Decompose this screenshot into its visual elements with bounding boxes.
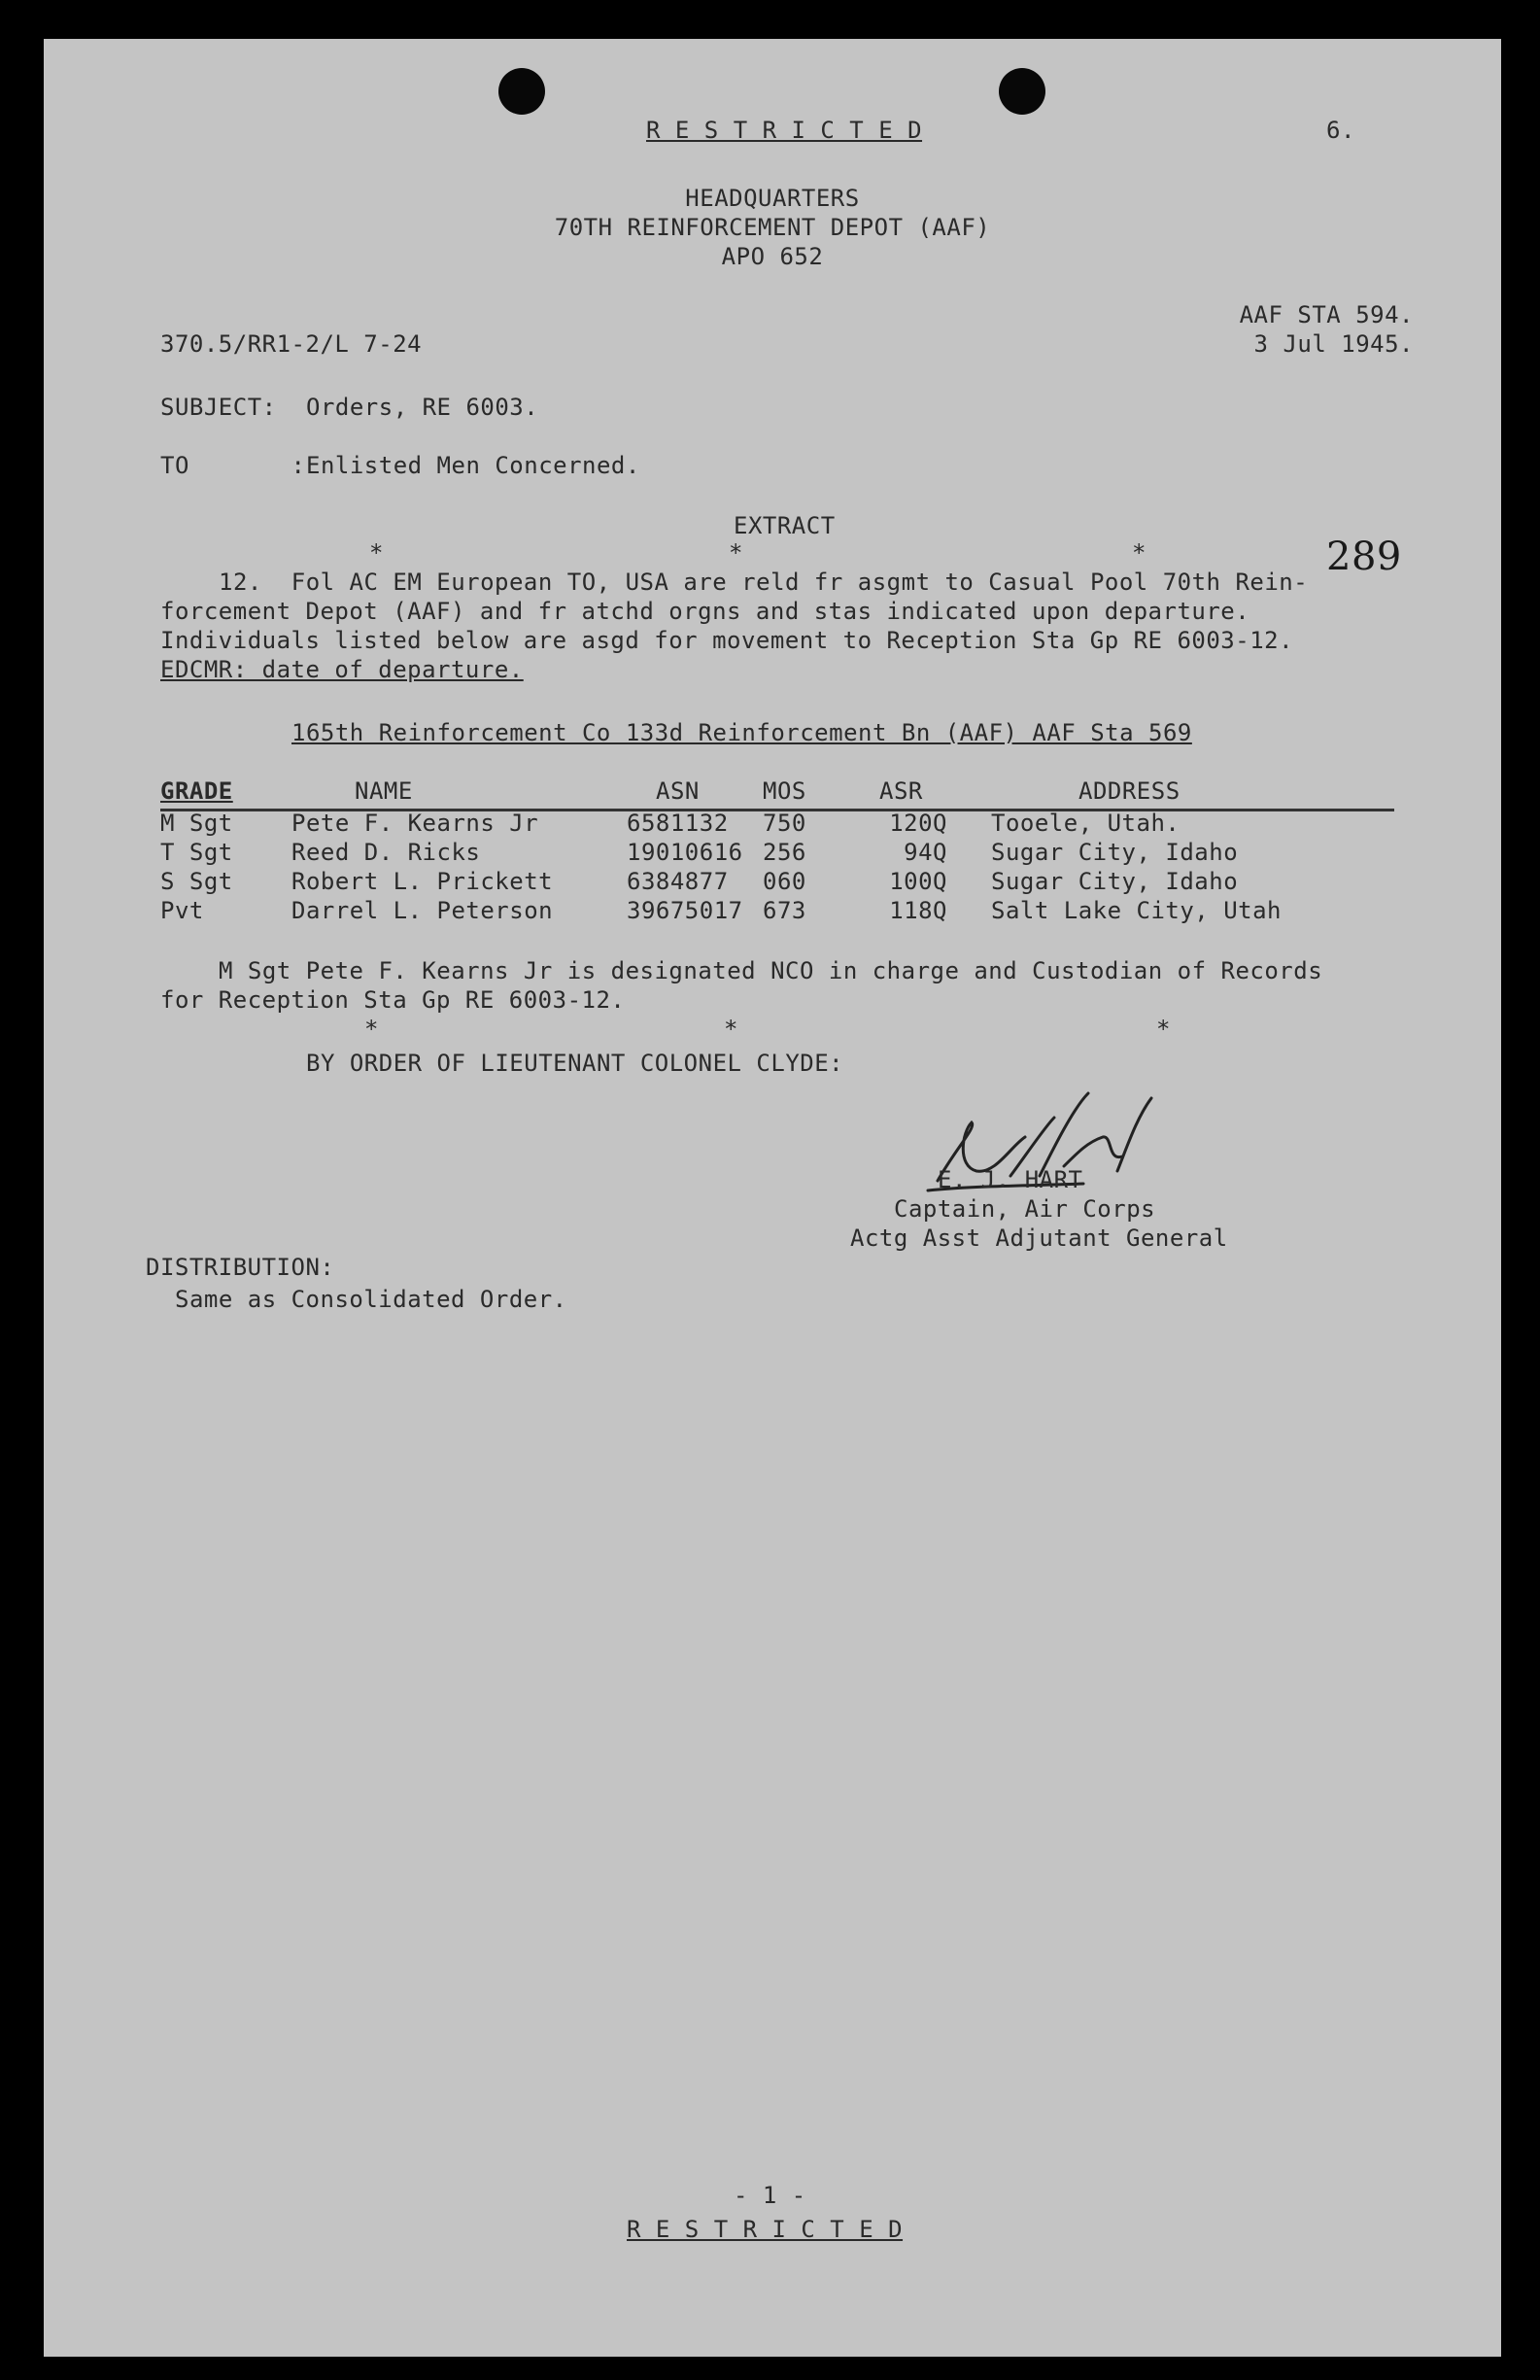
para12-line1: 12. Fol AC EM European TO, USA are reld fr asgmt to Casual Pool 70th Rein- [219, 569, 1309, 596]
asterisk: * [364, 1016, 379, 1043]
asterisk: * [724, 1016, 738, 1043]
col-mos: MOS [763, 777, 806, 805]
cell-name: Robert L. Prickett [291, 868, 554, 895]
stamp-number: 289 [1326, 535, 1402, 579]
punch-hole-right [999, 68, 1045, 115]
cell-address: Salt Lake City, Utah [991, 897, 1282, 924]
cell-mos: 060 [763, 868, 806, 895]
cell-address: Sugar City, Idaho [991, 868, 1239, 895]
distribution-value: Same as Consolidated Order. [175, 1286, 567, 1313]
cell-asn: 6581132 [627, 810, 729, 837]
subject-label: SUBJECT: [160, 394, 277, 421]
footer-page-number: - 1 - [734, 2182, 806, 2209]
cell-address: Tooele, Utah. [991, 810, 1181, 837]
distribution-label: DISTRIBUTION: [146, 1254, 335, 1281]
cell-name: Pete F. Kearns Jr [291, 810, 539, 837]
asterisk: * [369, 539, 384, 567]
to-value: Enlisted Men Concerned. [306, 452, 640, 479]
signer-rank: Captain, Air Corps [894, 1195, 1156, 1223]
order-date: 3 Jul 1945. [1253, 330, 1414, 358]
by-order: BY ORDER OF LIEUTENANT COLONEL CLYDE: [306, 1050, 844, 1077]
cell-asr: 118Q [889, 897, 947, 924]
asterisk: * [729, 539, 743, 567]
hq-line-1: HEADQUARTERS [685, 185, 860, 212]
file-number: 370.5/RR1-2/L 7-24 [160, 330, 423, 358]
col-asn: ASN [656, 777, 700, 805]
subject-value: Orders, RE 6003. [306, 394, 539, 421]
cell-name: Darrel L. Peterson [291, 897, 554, 924]
restricted-header: R E S T R I C T E D [646, 117, 923, 144]
col-grade: GRADE [160, 777, 233, 805]
punch-hole-left [498, 68, 545, 115]
cell-mos: 750 [763, 810, 806, 837]
cell-grade: M Sgt [160, 810, 233, 837]
document-page [44, 39, 1501, 2357]
cell-mos: 673 [763, 897, 806, 924]
cell-name: Reed D. Ricks [291, 839, 481, 866]
nco-note-line2: for Reception Sta Gp RE 6003-12. [160, 986, 626, 1014]
cell-grade: S Sgt [160, 868, 233, 895]
para12-line3: Individuals listed below are asgd for movement to Reception Sta Gp RE 6003-12. [160, 627, 1294, 654]
cell-address: Sugar City, Idaho [991, 839, 1239, 866]
col-asr: ASR [879, 777, 923, 805]
nco-note-line1: M Sgt Pete F. Kearns Jr is designated NCO in charge and Custodian of Records [219, 957, 1323, 984]
to-label: TO : [160, 452, 306, 479]
cell-mos: 256 [763, 839, 806, 866]
para12-line4: EDCMR: date of departure. [160, 656, 524, 683]
cell-grade: Pvt [160, 897, 204, 924]
cell-asr: 100Q [889, 868, 947, 895]
restricted-footer: R E S T R I C T E D [627, 2216, 904, 2243]
cell-asn: 6384877 [627, 868, 729, 895]
para12-line2: forcement Depot (AAF) and fr atchd orgns and stas indicated upon departure. [160, 598, 1250, 625]
hq-line-2: 70TH REINFORCEMENT DEPOT (AAF) [554, 214, 991, 241]
extract-title: EXTRACT [734, 512, 836, 539]
cell-grade: T Sgt [160, 839, 233, 866]
col-name: NAME [355, 777, 413, 805]
station: AAF STA 594. [1239, 301, 1414, 328]
signer-title: Actg Asst Adjutant General [850, 1224, 1228, 1252]
cell-asr: 120Q [889, 810, 947, 837]
asterisk: * [1132, 539, 1146, 567]
cell-asr: 94Q [904, 839, 947, 866]
col-address: ADDRESS [1078, 777, 1181, 805]
cell-asn: 19010616 [627, 839, 743, 866]
page-number: 6. [1326, 117, 1355, 144]
cell-asn: 39675017 [627, 897, 743, 924]
unit-heading: 165th Reinforcement Co 133d Reinforcement Bn (AAF) AAF Sta 569 [291, 719, 1192, 746]
signer-name: E. J. HART [938, 1166, 1083, 1193]
hq-line-3: APO 652 [721, 243, 824, 270]
asterisk: * [1156, 1016, 1171, 1043]
